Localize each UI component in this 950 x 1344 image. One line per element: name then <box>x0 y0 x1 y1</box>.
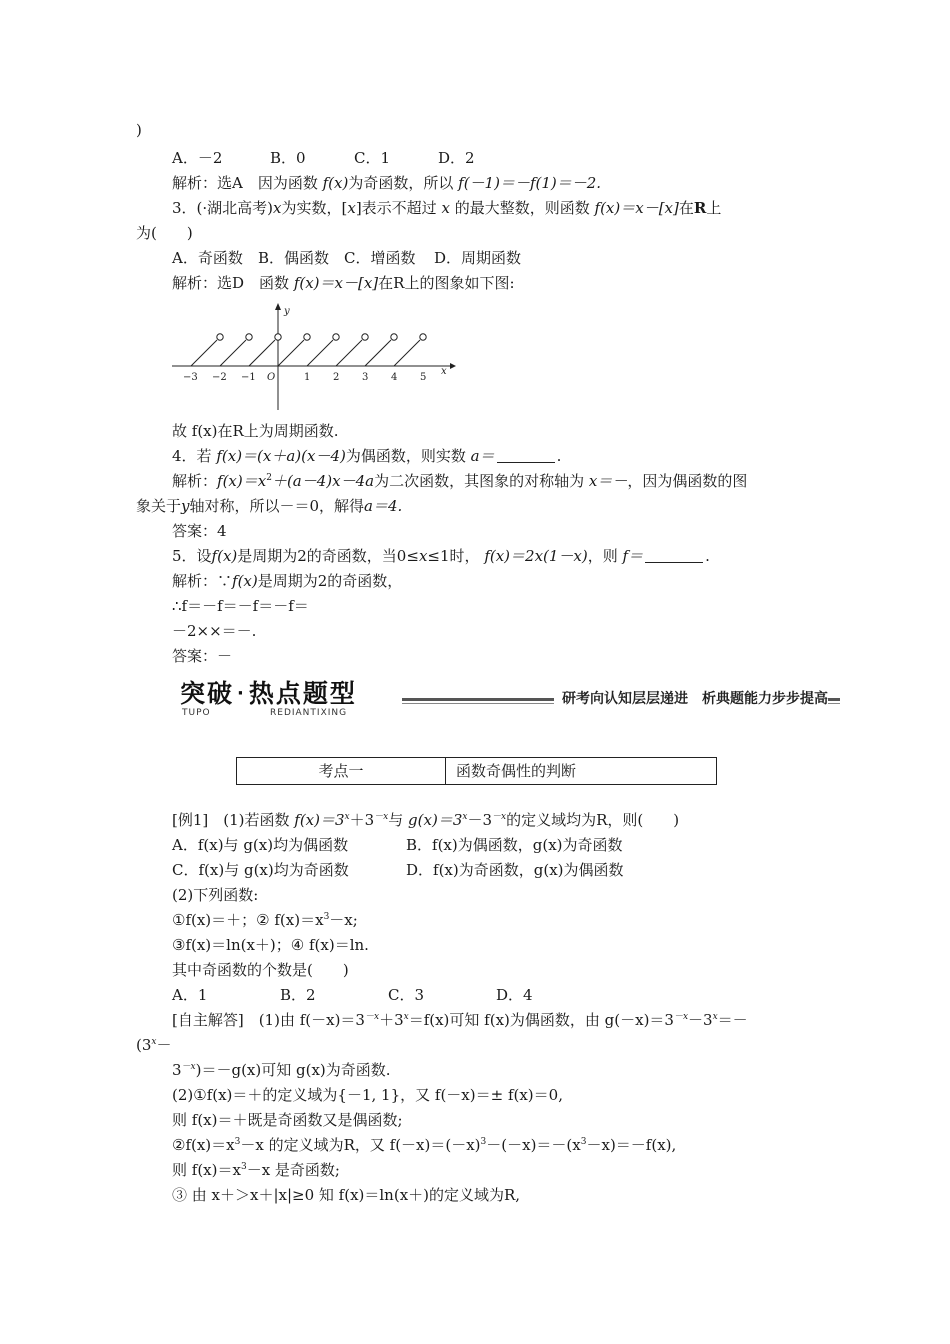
option-d: D．2 <box>438 149 475 167</box>
q5-mid2: ≤1时， <box>427 547 480 565</box>
s6d: －x)＝－f(x), <box>586 1136 677 1154</box>
topic-table <box>236 757 717 785</box>
q5-stem <box>172 546 710 566</box>
q2-answer-val: f(－1)＝－f(1)＝－2. <box>458 174 602 192</box>
s6-sup1: 3 <box>234 1137 241 1147</box>
topic-number: 考点一 <box>237 758 446 785</box>
q4-blank[interactable] <box>497 448 555 463</box>
ex1-solution-line1 <box>172 1010 748 1030</box>
tick-label: 2 <box>333 372 340 383</box>
q3-stem-line1 <box>172 198 721 218</box>
q5-f: f＝ <box>622 547 644 565</box>
ex1-f2: ＋3 <box>349 811 375 829</box>
q5-ans1-fx: f(x) <box>232 572 258 590</box>
ex1-solution-line7 <box>172 1160 340 1180</box>
graph-segments <box>191 334 426 366</box>
q3-option-c: C．增函数 <box>344 249 416 267</box>
graph-segment <box>307 340 333 366</box>
tick-label: 3 <box>362 372 369 383</box>
tick-label: 5 <box>420 372 427 383</box>
option-a: A．－2 <box>172 149 223 167</box>
ex1-solution-line2 <box>136 1035 172 1055</box>
sol2: (3 <box>136 1036 152 1054</box>
q3-R: R <box>693 199 707 217</box>
sol3-sup: －x <box>181 1062 196 1072</box>
q3-var-x2: x <box>347 199 356 217</box>
tick-label: 4 <box>391 372 398 383</box>
s6b: －x 的定义域为R，又 f(－x)＝(－x) <box>240 1136 481 1154</box>
graph-segment <box>249 340 275 366</box>
q2-answer-fx: f(x) <box>322 174 349 192</box>
s7b: －x 是奇函数; <box>246 1161 340 1179</box>
ex1-opt2-b: B．2 <box>280 986 316 1004</box>
q4-ans-post: 为二次函数，其图象的对称轴为 <box>374 472 585 490</box>
q3-pre: 3．(·湖北高考) <box>172 199 274 217</box>
ex1-stem <box>172 810 679 830</box>
sol1b: ＋3 <box>379 1011 404 1029</box>
s6c: －(－x)＝－(x <box>486 1136 581 1154</box>
q5-pre: 5．设 <box>172 547 212 565</box>
s6: ②f(x)＝x <box>172 1136 235 1154</box>
ex1-option-b: B．f(x)为偶函数，g(x)为奇函数 <box>406 836 623 854</box>
q5-fx: f(x) <box>211 547 238 565</box>
s6-sup3: 3 <box>580 1137 587 1147</box>
x-axis-arrow-icon <box>450 363 456 369</box>
graph-segment <box>365 340 391 366</box>
q3-option-a: A．奇函数 <box>172 249 243 267</box>
graph-segment <box>336 340 362 366</box>
graph-segment <box>220 340 246 366</box>
q2-options <box>172 148 475 168</box>
sol2b: － <box>156 1036 172 1054</box>
q4-ans-expr2: ＋(a－4)x－4a <box>271 472 375 490</box>
q3-var-x: x <box>273 199 282 217</box>
open-endpoint <box>275 334 281 340</box>
q2-answer-pre: 解析：选A 因为函数 <box>172 174 318 192</box>
q2-answer-mid: 为奇函数，所以 <box>348 174 454 192</box>
q3-f: 上 <box>706 199 722 217</box>
ex1-post: 的定义域均为R，则( ) <box>506 811 680 829</box>
q5-post: ，则 <box>587 547 618 565</box>
option-c: C．1 <box>354 149 391 167</box>
graph-segment <box>278 340 304 366</box>
q3-options <box>172 248 521 268</box>
q3-e: 在 <box>678 199 694 217</box>
q3-option-d: D．周期函数 <box>434 249 522 267</box>
open-endpoint <box>217 334 223 340</box>
sol1e: ＝－ <box>717 1011 748 1029</box>
ex1-solution-line5: 则 f(x)＝＋既是奇函数又是偶函数; <box>172 1111 403 1129</box>
ex1-sup-negx2: －x <box>491 812 507 822</box>
ex1-mid: 与 <box>388 811 404 829</box>
q3-ans-post: 在R上的图象如下图: <box>378 274 515 292</box>
floor-function-graph <box>168 300 458 412</box>
banner-dot: · <box>237 683 246 704</box>
q3-answer <box>172 273 515 293</box>
table-row <box>237 758 717 785</box>
open-endpoint <box>333 334 339 340</box>
banner-title <box>168 679 402 708</box>
q3-option-b: B．偶函数 <box>258 249 330 267</box>
s7-sup: 3 <box>240 1162 247 1172</box>
banner-title-a: 突破 <box>180 679 235 708</box>
ex1-options2 <box>172 985 533 1005</box>
ex1-option-c: C．f(x)与 g(x)均为奇函数 <box>172 861 349 879</box>
banner-slogan: 研考向认知层层递进 析典题能力步步提高 <box>554 688 828 708</box>
q4-a: a＝ <box>470 447 495 465</box>
tick-label: −2 <box>212 372 227 383</box>
sol3: 3 <box>172 1061 182 1079</box>
q4-ans2-y: y <box>181 497 190 515</box>
q3-ans-pre: 解析：选D 函数 <box>172 274 290 292</box>
q4-stem <box>172 446 561 466</box>
y-axis-label: y <box>284 306 290 317</box>
q4-stem-pre: 4．若 <box>172 447 212 465</box>
ex1-functions-2: ③f(x)＝ln(x＋)；④ f(x)＝ln. <box>172 936 369 954</box>
q3-c: ]表示不超过 <box>355 199 437 217</box>
q4-ans2-a: a＝4. <box>364 497 403 515</box>
x-axis-label: x <box>441 366 447 377</box>
q4-fx: f(x)＝(x＋a)(x－4) <box>216 447 346 465</box>
tick-label: −3 <box>183 372 198 383</box>
open-endpoint <box>362 334 368 340</box>
ex1-f: f(x)＝3 <box>294 811 345 829</box>
sol1-sup2: x <box>403 1012 409 1022</box>
sol1c: ＝f(x)可知 f(x)为偶函数，由 g(－x)＝3 <box>408 1011 674 1029</box>
ex1-part2: (2)下列函数: <box>172 886 259 904</box>
sol1-sup4: x <box>712 1012 718 1022</box>
s6-sup2: 3 <box>480 1137 487 1147</box>
sol1: [自主解答] (1)由 f(－x)＝3 <box>172 1011 365 1029</box>
q4-ans-tail: ，因为偶函数的图 <box>627 472 748 490</box>
ex1-solution-line8: ③ 由 x＋＞x＋|x|≥0 知 f(x)＝ln(x＋)的定义域为R, <box>172 1186 521 1204</box>
ex1-options-cd <box>172 860 624 880</box>
q5-ans1-pre: 解析：∵ <box>172 572 233 590</box>
q2-answer <box>172 173 601 193</box>
banner-sub-a: TUPO <box>182 708 211 718</box>
sol1-sup3: －x <box>673 1012 689 1022</box>
ex1-pre: [例1] (1)若函数 <box>172 811 290 829</box>
sol2-sup: x <box>151 1037 157 1047</box>
q5-ans1-post: 是周期为2的奇函数， <box>257 572 403 590</box>
ex1-solution-line4: (2)①f(x)＝＋的定义域为{－1, 1}，又 f(－x)＝± f(x)＝0, <box>172 1086 563 1104</box>
option-b: B．0 <box>270 149 306 167</box>
q5-x: x <box>418 547 428 565</box>
q3-d: 的最大整数，则函数 <box>454 199 590 217</box>
banner-slant <box>390 682 406 706</box>
open-endpoint <box>246 334 252 340</box>
banner-sub-b: REDIANTIXING <box>270 708 348 718</box>
q4-ans2-post: 轴对称，所以－＝0，解得 <box>189 497 365 515</box>
q3-b: 为实数，[ <box>281 199 348 217</box>
sol3b: )＝－g(x)可知 g(x)为奇函数. <box>195 1061 391 1079</box>
graph-segment <box>191 340 217 366</box>
open-endpoint <box>304 334 310 340</box>
ex1-option-a: A．f(x)与 g(x)均为偶函数 <box>172 836 349 854</box>
q3-stem-line2: 为( ) <box>136 224 193 242</box>
ex1-sup-3: 3 <box>323 912 330 922</box>
q5-answer-line2: ∴f＝－f＝－f＝－f＝ <box>172 597 309 615</box>
graph-ticks <box>183 372 426 383</box>
q3-ans-fdef: f(x)＝x－[x] <box>293 274 379 292</box>
q4-final-answer: 答案：4 <box>172 522 227 540</box>
open-endpoint <box>420 334 426 340</box>
ex1-sup-x2: x <box>462 812 468 822</box>
q4-ans-expr: f(x)＝x <box>217 472 267 490</box>
q3-fdef: f(x)＝x－[x] <box>594 199 679 217</box>
q3-conclusion: 故 f(x)在R上为周期函数. <box>172 422 339 440</box>
open-endpoint <box>391 334 397 340</box>
ex1-option-d: D．f(x)为奇函数，g(x)为偶函数 <box>406 861 624 879</box>
q4-ans2-pre: 象关于 <box>136 497 182 515</box>
ex1-g: g(x)＝3 <box>408 811 463 829</box>
banner-title-b: 热点题型 <box>248 679 357 708</box>
q4-sup-2: 2 <box>266 473 272 483</box>
ex1-sup-negx: －x <box>374 812 389 822</box>
origin-label: O <box>267 372 276 383</box>
ex1-solution-line3 <box>172 1060 391 1080</box>
topic-title: 函数奇偶性的判断 <box>446 758 717 785</box>
q3-var-x3: x <box>441 199 450 217</box>
q5-answer-line3: －2××＝－. <box>172 622 257 640</box>
section-banner <box>168 679 840 722</box>
q5-final-answer: 答案：－ <box>172 647 233 665</box>
q4-stem-mid: 为偶函数，则实数 <box>345 447 466 465</box>
y-axis-arrow-icon <box>275 303 281 310</box>
s7: 则 f(x)＝x <box>172 1161 241 1179</box>
tick-label: −1 <box>241 372 256 383</box>
sol1d: －3 <box>688 1011 713 1029</box>
q5-blank[interactable] <box>645 548 703 563</box>
q5-end: . <box>705 547 710 565</box>
ex1-opt2-a: A．1 <box>172 986 208 1004</box>
q4-ans-pre: 解析： <box>172 472 218 490</box>
ex1-sup-x: x <box>344 812 350 822</box>
ex1-fn1b: －x; <box>329 911 358 929</box>
q4-ans-axis: x＝－ <box>588 472 628 490</box>
ex1-functions-1 <box>172 910 358 930</box>
ex1-opt2-c: C．3 <box>388 986 425 1004</box>
paren-fragment: ) <box>136 121 142 139</box>
q4-answer-line2 <box>136 496 402 516</box>
q5-mid: 是周期为2的奇函数，当0≤ <box>237 547 419 565</box>
ex1-options-ab <box>172 835 623 855</box>
q5-answer-line1 <box>172 571 402 591</box>
ex1-fn1: ①f(x)＝＋；② f(x)＝x <box>172 911 324 929</box>
ex1-g2: －3 <box>467 811 492 829</box>
tick-label: 1 <box>304 372 311 383</box>
ex1-count-question: 其中奇函数的个数是( ) <box>172 961 349 979</box>
ex1-opt2-d: D．4 <box>496 986 533 1004</box>
sol1-sup1: －x <box>364 1012 380 1022</box>
q5-fdef: f(x)＝2x(1－x) <box>484 547 588 565</box>
ex1-solution-line6 <box>172 1135 676 1155</box>
graph-segment <box>394 340 420 366</box>
q4-answer-line1 <box>172 471 747 491</box>
q4-end: . <box>556 447 562 465</box>
